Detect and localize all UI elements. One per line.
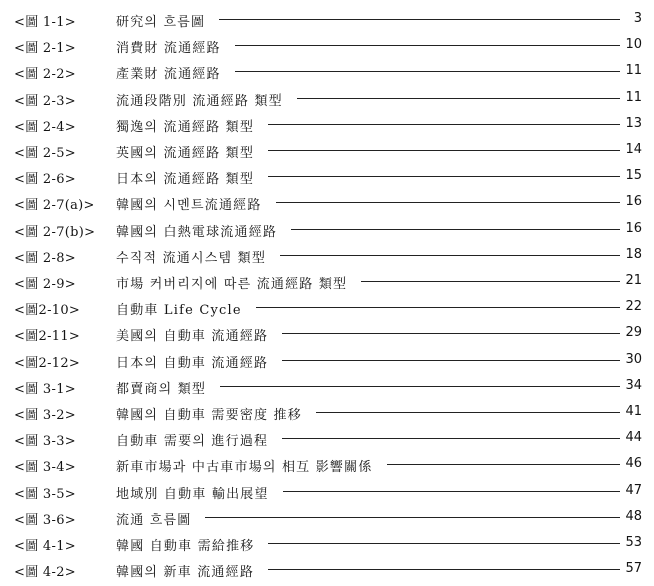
figure-number: <圖 3-4> [14, 460, 76, 476]
toc-entry [0, 218, 654, 244]
page-number: 46 [625, 456, 642, 472]
leader-line [282, 438, 620, 439]
figure-number: <圖 3-5> [14, 486, 76, 502]
figure-number: <圖2-12> [14, 355, 81, 371]
leader-line [219, 19, 620, 20]
toc-entry [0, 165, 654, 191]
leader-line [235, 45, 620, 46]
figure-number: <圖 3-6> [14, 512, 76, 528]
figure-title: 수직적 流通시스템 類型 [116, 250, 267, 266]
page-number: 34 [625, 377, 642, 393]
leader-line [282, 333, 620, 334]
figure-number: <圖 4-1> [14, 539, 76, 554]
figure-number: <圖 2-7(a)> [14, 198, 95, 214]
figure-number: <圖 2-3> [14, 93, 76, 109]
toc-entry [0, 296, 654, 322]
page-number: 41 [625, 404, 642, 419]
figure-title: 美國의 自動車 流通經路 [116, 329, 269, 345]
figure-number: <圖 2-2> [14, 67, 76, 83]
figure-title: 研究의 흐름圖 [116, 15, 206, 30]
toc-entry [0, 401, 654, 427]
figure-number: <圖2-10> [14, 303, 81, 319]
toc-entry [0, 8, 654, 34]
figure-number: <圖 2-7(b)> [14, 224, 96, 240]
leader-line [220, 386, 620, 387]
figure-number: <圖 2-4> [14, 119, 76, 135]
page-number: 29 [625, 325, 642, 341]
page-number: 16 [625, 194, 642, 210]
figure-number: <圖 3-1> [14, 381, 76, 397]
figure-number: <圖 2-1> [14, 41, 76, 57]
page-number: 44 [625, 430, 642, 446]
figure-title: 流通段階別 流通經路 類型 [116, 93, 283, 109]
leader-line [235, 71, 620, 72]
leader-line [205, 517, 620, 518]
page-number: 47 [625, 482, 642, 498]
figure-number: <圖2-11> [14, 329, 81, 345]
figure-title: 英國의 流通經路 類型 [116, 146, 255, 161]
figure-title: 自動車 Life Cycle [116, 303, 242, 319]
toc-entry [0, 375, 654, 401]
leader-line [316, 412, 620, 413]
leader-line [283, 491, 620, 492]
figure-title: 新車市場과 中古車市場의 相互 影響關係 [116, 460, 373, 476]
figure-title: 日本의 自動車 流通經路 [116, 355, 269, 371]
leader-line [268, 124, 620, 125]
leader-line [256, 307, 620, 308]
page-number: 22 [625, 299, 642, 315]
figure-number: <圖 3-3> [14, 434, 76, 450]
page-number: 21 [625, 273, 642, 288]
page-number: 16 [625, 220, 642, 236]
figure-title: 產業財 流通經路 [116, 67, 221, 83]
leader-line [361, 281, 620, 282]
leader-line [291, 229, 620, 230]
leader-line [268, 569, 620, 570]
toc-entry [0, 139, 654, 165]
figure-title: 都賣商의 類型 [116, 381, 207, 397]
figure-title: 日本의 流通經路 類型 [116, 172, 255, 188]
page-number: 11 [625, 63, 642, 79]
page-number: 48 [625, 508, 642, 524]
figure-title: 市場 커버리지에 따른 流通經路 類型 [116, 277, 348, 292]
leader-line [268, 543, 620, 544]
toc-entry [0, 349, 654, 375]
page-number: 13 [625, 115, 642, 131]
page-number: 53 [625, 535, 642, 550]
toc-entry [0, 453, 654, 479]
figure-number: <圖 4-2> [14, 565, 76, 581]
toc-entry [0, 113, 654, 139]
page-number: 18 [625, 246, 642, 262]
figure-title: 自動車 需要의 進行過程 [116, 434, 269, 450]
figure-title: 韓國의 自動車 需要密度 推移 [116, 408, 302, 423]
toc-entry [0, 427, 654, 453]
figure-title: 韓國의 新車 流通經路 [116, 565, 255, 581]
leader-line [268, 176, 620, 177]
toc-entry [0, 270, 654, 296]
toc-entry [0, 34, 654, 60]
toc-entry [0, 322, 654, 348]
figure-number: <圖 2-5> [14, 146, 76, 161]
toc-entry [0, 87, 654, 113]
figure-title: 流通 흐름圖 [116, 512, 192, 528]
toc-entry [0, 191, 654, 217]
leader-line [280, 255, 620, 256]
page-number: 14 [625, 142, 642, 157]
toc-entry [0, 60, 654, 86]
page-number: 3 [633, 11, 642, 26]
figure-title: 地域別 自動車 輸出展望 [116, 486, 269, 502]
toc-entry [0, 506, 654, 532]
page-number: 11 [625, 89, 642, 105]
leader-line [276, 202, 620, 203]
figure-number: <圖 2-6> [14, 172, 76, 188]
page-number: 30 [625, 351, 642, 367]
figure-number: <圖 2-8> [14, 250, 76, 266]
leader-line [282, 360, 620, 361]
toc-entry [0, 558, 654, 584]
leader-line [387, 464, 620, 465]
figure-number: <圖 2-9> [14, 277, 76, 292]
toc-entry [0, 480, 654, 506]
page-number: 15 [625, 168, 642, 184]
leader-line [268, 150, 620, 151]
figure-title: 獨逸의 流通經路 類型 [116, 119, 255, 135]
page-number: 57 [625, 561, 642, 577]
figure-number: <圖 1-1> [14, 15, 76, 30]
toc-entry [0, 244, 654, 270]
figure-title: 韓國의 白熱電球流通經路 [116, 224, 278, 240]
leader-line [297, 98, 620, 99]
figure-title: 消費財 流通經路 [116, 41, 221, 57]
figure-title: 韓國 自動車 需給推移 [116, 539, 255, 554]
toc-entry [0, 532, 654, 558]
page-number: 10 [625, 37, 642, 53]
figure-title: 韓國의 시멘트流通經路 [116, 198, 262, 214]
figure-number: <圖 3-2> [14, 408, 76, 423]
